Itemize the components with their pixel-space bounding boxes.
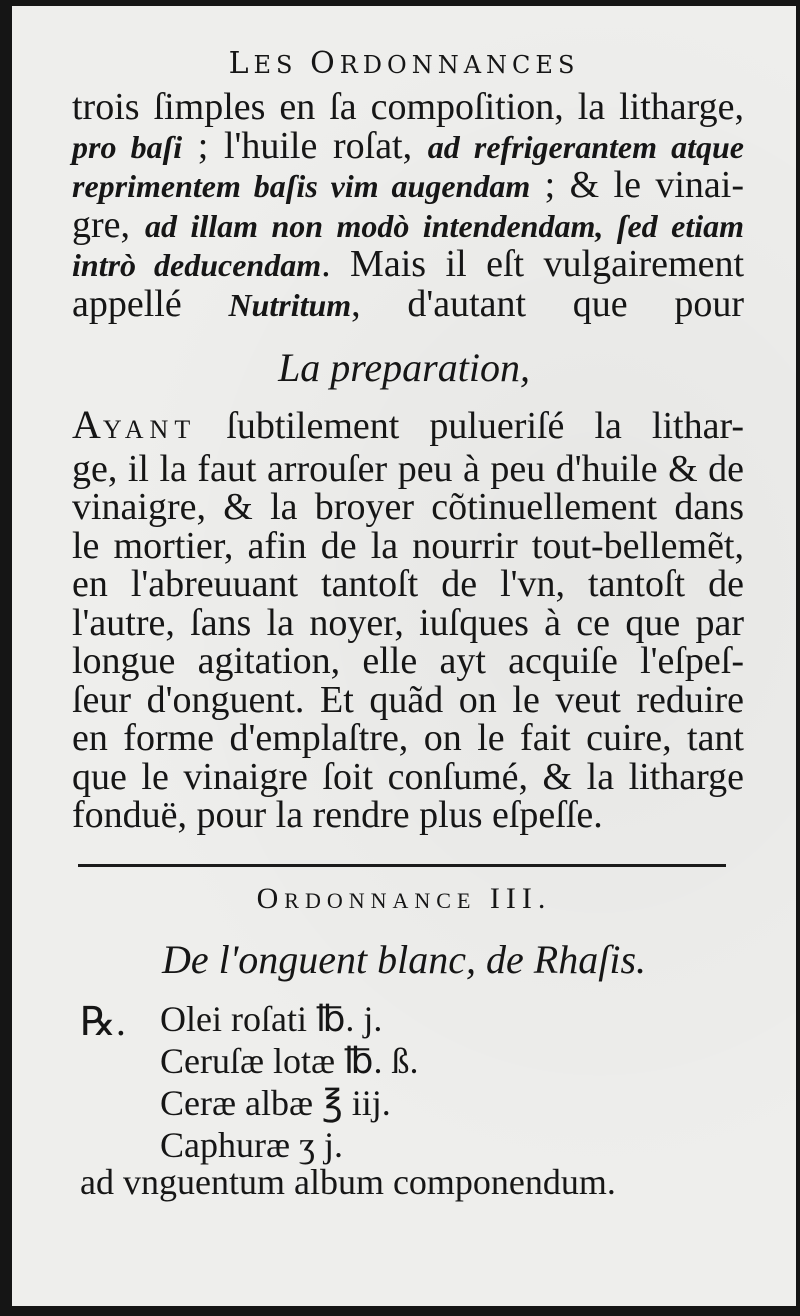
text-run: ; & le vinai- — [530, 164, 744, 206]
preparation-first-line — [72, 402, 744, 450]
text-run: trois ſimples en ſa compoſition, la litharge, — [72, 86, 744, 128]
recipe-ingredient: Olei roſati ℔. j. — [160, 999, 383, 1039]
text-run: , d'autant que pour — [351, 282, 745, 325]
preparation-paragraph — [72, 402, 744, 836]
recipe-title: De l'onguent blanc, de Rhaſis. — [161, 937, 647, 982]
preparation-line: que le vinaigre ſoit conſumé, & la litharge — [72, 755, 744, 798]
header-initial: L — [228, 46, 254, 81]
intro-line — [72, 282, 745, 325]
section-title: La preparation, — [278, 345, 530, 390]
header-initial-2: O — [310, 46, 340, 81]
latin-phrase: ad refrigerantem atque — [427, 128, 744, 165]
recipe-list — [80, 998, 760, 1208]
text-run: gre, — [72, 203, 145, 246]
ordonnance-word: RDONNANCE — [284, 888, 477, 913]
drop-word: YANT — [102, 415, 197, 444]
latin-phrase: pro baſi — [72, 128, 183, 165]
latin-phrase: reprimentem baſis vim augendam — [72, 168, 531, 204]
preparation-line: ſeur d'onguent. Et quãd on le veut reduire — [72, 678, 744, 721]
latin-phrase: intrò deducendam — [72, 247, 322, 283]
intro-line — [72, 166, 744, 206]
preparation-line: le mortier, afin de la nourrir tout-bellemẽt, — [72, 524, 744, 567]
header-word-2: RDONNANCES — [339, 51, 580, 79]
preparation-lines — [72, 447, 744, 836]
running-header — [12, 46, 796, 81]
recipe-closing: ad vnguentum album componendum. — [80, 1162, 616, 1202]
drop-initial: A — [72, 402, 103, 447]
intro-line — [72, 203, 744, 246]
intro-line — [72, 245, 744, 285]
preparation-line: en l'abreuuant tantoſt de l'vn, tantoſt de — [72, 563, 744, 605]
ordonnance-initial: O — [256, 882, 285, 915]
latin-phrase: Nutritum — [228, 286, 352, 323]
book-page — [12, 6, 796, 1306]
header-word-1: ES — [253, 51, 311, 79]
preparation-line: ge, il la faut arrouſer peu à peu d'huile & de — [72, 447, 744, 490]
preparation-line: l'autre, ſans la noyer, iuſques à ce que par — [72, 601, 744, 644]
intro-line — [72, 124, 744, 167]
text-run: . Mais il eſt vulgairement — [321, 243, 744, 285]
ordonnance-heading — [12, 882, 796, 916]
text-run: ; l'huile roſat, — [182, 124, 428, 167]
preparation-line: en forme d'emplaſtre, on le fait cuire, tant — [72, 717, 744, 759]
recipe-ingredient: Caphuræ ʒ j. — [160, 1125, 343, 1165]
ordonnance-numeral: III. — [489, 882, 552, 915]
latin-phrase: ad illam non modò intendendam, ſed etiam — [144, 207, 744, 244]
recipe-ingredient: Ceræ albæ ℥ iij. — [160, 1083, 391, 1123]
preparation-line: longue agitation, elle ayt acquiſe l'eſpeſ- — [72, 640, 744, 682]
preparation-line: vinaigre, & la broyer cõtinuellement dans — [72, 486, 744, 528]
preparation-line: fonduë, pour la rendre plus eſpeſſe. — [72, 794, 603, 836]
section-divider — [78, 864, 726, 867]
first-line-text: ſubtilement pulueriſé la lithar- — [196, 405, 744, 447]
intro-line — [72, 88, 744, 127]
text-run: appellé — [72, 282, 229, 325]
recipe-ingredient: Ceruſæ lotæ ℔. ß. — [160, 1041, 419, 1081]
intro-paragraph — [72, 88, 744, 324]
recipe-symbol: ℞. — [80, 999, 126, 1044]
